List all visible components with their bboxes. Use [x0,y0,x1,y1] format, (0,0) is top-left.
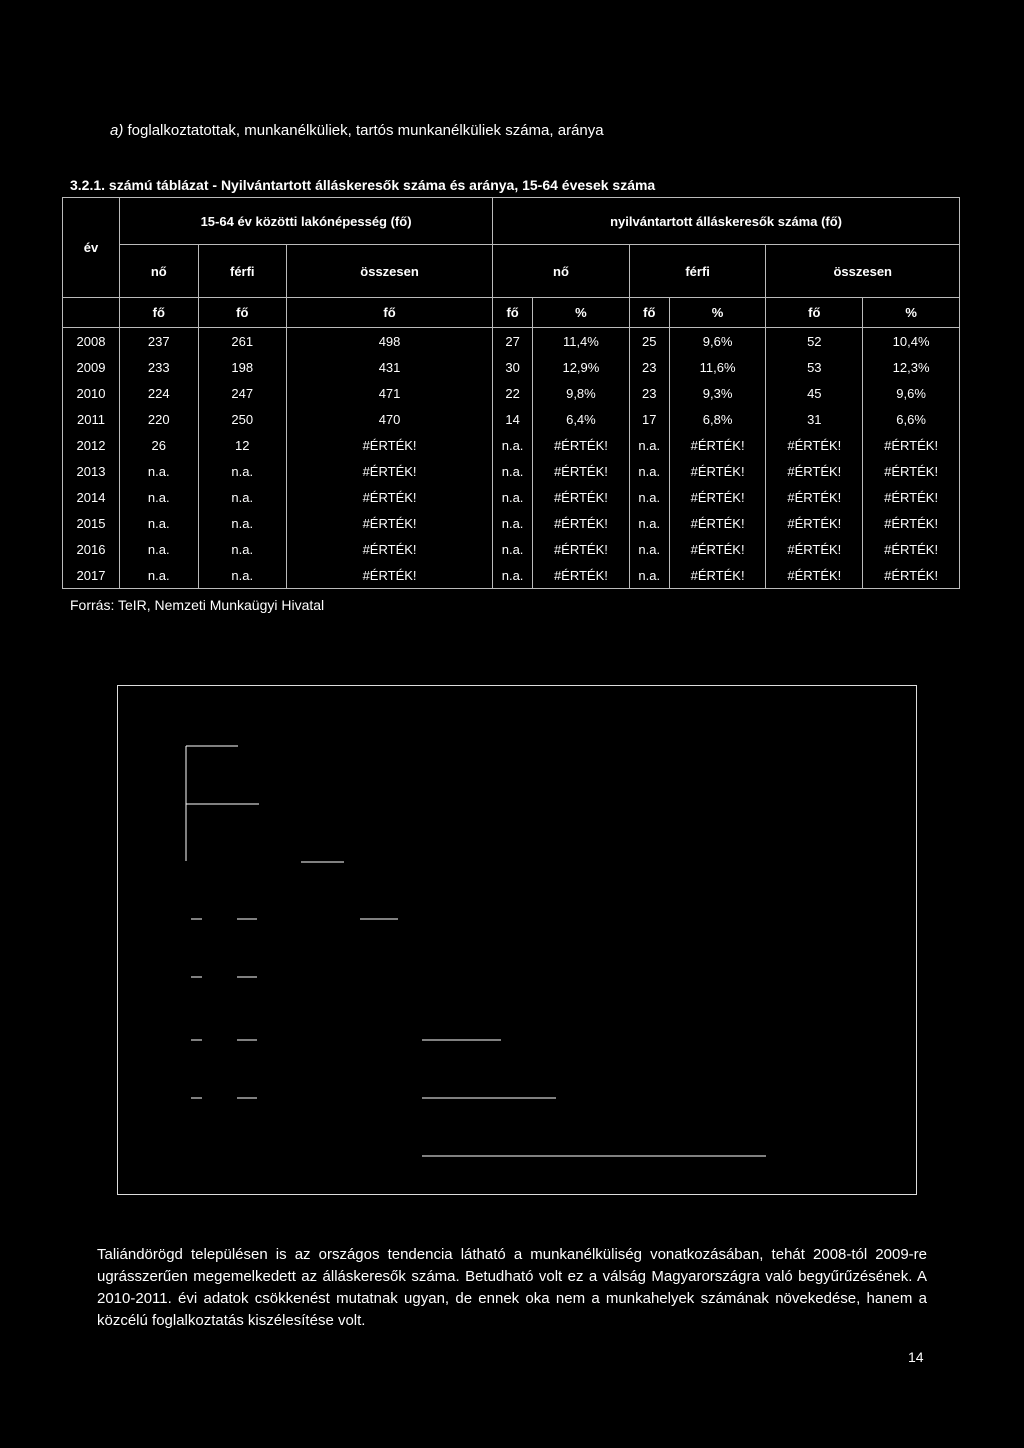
table-cell: n.a. [493,562,533,589]
table-row [63,562,960,589]
table-cell: 31 [766,406,863,432]
unit-header-empty [63,298,120,328]
subtitle-lead: a) [110,122,124,139]
table-cell: 470 [287,406,493,432]
table-cell: n.a. [493,484,533,510]
sub-header-row [63,245,960,298]
table-cell: n.a. [120,484,199,510]
year-cell: 2012 [63,432,120,458]
table-cell: 11,6% [669,354,766,380]
table-cell: 9,8% [533,380,630,406]
table-cell: 247 [198,380,286,406]
table-row [63,458,960,484]
unit-header-cell: fő [287,298,493,328]
table-cell: 10,4% [863,328,960,355]
page-number: 14 [908,1349,924,1365]
table-cell: 45 [766,380,863,406]
table-cell: n.a. [493,536,533,562]
table-cell: #ÉRTÉK! [287,458,493,484]
table-cell: 261 [198,328,286,355]
sub-header-cell: nő [120,245,199,298]
table-cell: n.a. [120,536,199,562]
table-cell: #ÉRTÉK! [669,458,766,484]
table-cell: n.a. [198,536,286,562]
year-cell: 2008 [63,328,120,355]
unit-header-cell: fő [198,298,286,328]
table-cell: 9,3% [669,380,766,406]
jobseekers-group-header: nyilvántartott álláskeresők száma (fő) [493,198,960,245]
table-cell: #ÉRTÉK! [766,458,863,484]
table-cell: #ÉRTÉK! [669,484,766,510]
unit-header-row [63,298,960,328]
table-cell: 23 [629,380,669,406]
sub-header-cell: férfi [629,245,766,298]
table-cell: #ÉRTÉK! [863,562,960,589]
table-cell: n.a. [629,536,669,562]
table-cell: n.a. [120,458,199,484]
table-cell: 220 [120,406,199,432]
unit-header-cell: % [669,298,766,328]
table-cell: 27 [493,328,533,355]
table-cell: n.a. [198,562,286,589]
unit-header-cell: fő [493,298,533,328]
year-cell: 2009 [63,354,120,380]
table-cell: 224 [120,380,199,406]
table-cell: #ÉRTÉK! [766,562,863,589]
table-cell: #ÉRTÉK! [533,536,630,562]
sub-header-cell: nő [493,245,630,298]
table-body [63,328,960,589]
section-subtitle [110,122,604,139]
table-cell: n.a. [493,432,533,458]
table-cell: 431 [287,354,493,380]
population-group-header: 15-64 év közötti lakónépesség (fő) [120,198,493,245]
unit-header-cell: fő [629,298,669,328]
table-cell: 12,9% [533,354,630,380]
table-cell: 26 [120,432,199,458]
table-row [63,380,960,406]
table-cell: #ÉRTÉK! [287,562,493,589]
table-cell: 25 [629,328,669,355]
table-cell: #ÉRTÉK! [533,458,630,484]
table-cell: n.a. [120,562,199,589]
table-cell: #ÉRTÉK! [863,536,960,562]
table-cell: #ÉRTÉK! [766,510,863,536]
table-cell: 471 [287,380,493,406]
year-header: év [63,198,120,298]
table-cell: n.a. [629,562,669,589]
table-cell: n.a. [198,484,286,510]
year-cell: 2017 [63,562,120,589]
table-row [63,536,960,562]
table-cell: 9,6% [669,328,766,355]
table-cell: 250 [198,406,286,432]
table-cell: 14 [493,406,533,432]
table-cell: 198 [198,354,286,380]
table-cell: #ÉRTÉK! [287,432,493,458]
job-seekers-table [62,197,960,589]
table-cell: n.a. [629,458,669,484]
table-cell: 6,8% [669,406,766,432]
table-cell: #ÉRTÉK! [863,484,960,510]
year-cell: 2016 [63,536,120,562]
table-cell: n.a. [120,510,199,536]
table-cell: #ÉRTÉK! [533,510,630,536]
unit-header-cell: fő [120,298,199,328]
table-cell: #ÉRTÉK! [863,432,960,458]
table-cell: #ÉRTÉK! [863,458,960,484]
sub-header-cell: összesen [287,245,493,298]
year-cell: 2010 [63,380,120,406]
unit-header-cell: % [533,298,630,328]
table-source: Forrás: TeIR, Nemzeti Munkaügyi Hivatal [70,597,325,613]
table-cell: n.a. [493,458,533,484]
table-cell: #ÉRTÉK! [287,510,493,536]
table-caption: 3.2.1. számú táblázat - Nyilvántartott álláskeresők száma és aránya, 15-64 évesek száma [70,177,656,193]
table-cell: #ÉRTÉK! [287,536,493,562]
table-cell: #ÉRTÉK! [669,536,766,562]
table-row [63,432,960,458]
table-cell: n.a. [493,510,533,536]
body-paragraph: Taliándörögd településen is az országos tendencia látható a munkanélküliség vonatkozásában, tehát 2008-tól 2009-re ugrásszerűen megemelkedett az álláskeresők száma. Betudható volt ez a válság Magyarországra való begyűrűzésének. A 2010-2011. évi adatok csökkenést mutatnak ugyan, de ennek oka nem a munkahelyek számának növekedése, hanem a közcélú foglalkoztatás kiszélesítése volt. [97,1246,927,1329]
table-cell: #ÉRTÉK! [533,484,630,510]
table-cell: #ÉRTÉK! [533,562,630,589]
table-cell: 52 [766,328,863,355]
subtitle-text: foglalkoztatottak, munkanélküliek, tartós munkanélküliek száma, aránya [127,122,604,139]
table-cell: 17 [629,406,669,432]
year-cell: 2011 [63,406,120,432]
table-cell: n.a. [198,458,286,484]
table-cell: 237 [120,328,199,355]
chart-residue-lines [118,686,918,1196]
table-cell: n.a. [629,484,669,510]
chart-frame [117,685,917,1195]
year-cell: 2013 [63,458,120,484]
table-cell: 12 [198,432,286,458]
table-cell: #ÉRTÉK! [669,432,766,458]
sub-header-cell: összesen [766,245,960,298]
unit-header-cell: fő [766,298,863,328]
sub-header-cell: férfi [198,245,286,298]
table-cell: n.a. [198,510,286,536]
table-cell: n.a. [629,432,669,458]
table-row [63,406,960,432]
table-cell: #ÉRTÉK! [669,562,766,589]
table-cell: #ÉRTÉK! [766,432,863,458]
table-cell: #ÉRTÉK! [669,510,766,536]
table-row [63,484,960,510]
table-cell: #ÉRTÉK! [766,536,863,562]
unit-header-cell: % [863,298,960,328]
table-cell: 498 [287,328,493,355]
table-cell: 9,6% [863,380,960,406]
year-cell: 2014 [63,484,120,510]
table-cell: #ÉRTÉK! [766,484,863,510]
table-cell: 30 [493,354,533,380]
table-row [63,354,960,380]
table-cell: 12,3% [863,354,960,380]
table-row [63,328,960,355]
table-cell: 6,6% [863,406,960,432]
table-cell: n.a. [629,510,669,536]
table-cell: 53 [766,354,863,380]
table-row [63,510,960,536]
table-cell: 11,4% [533,328,630,355]
table-cell: 233 [120,354,199,380]
table-cell: 23 [629,354,669,380]
year-cell: 2015 [63,510,120,536]
table-cell: #ÉRTÉK! [863,510,960,536]
table-cell: 22 [493,380,533,406]
table-cell: #ÉRTÉK! [533,432,630,458]
table-cell: 6,4% [533,406,630,432]
table-cell: #ÉRTÉK! [287,484,493,510]
